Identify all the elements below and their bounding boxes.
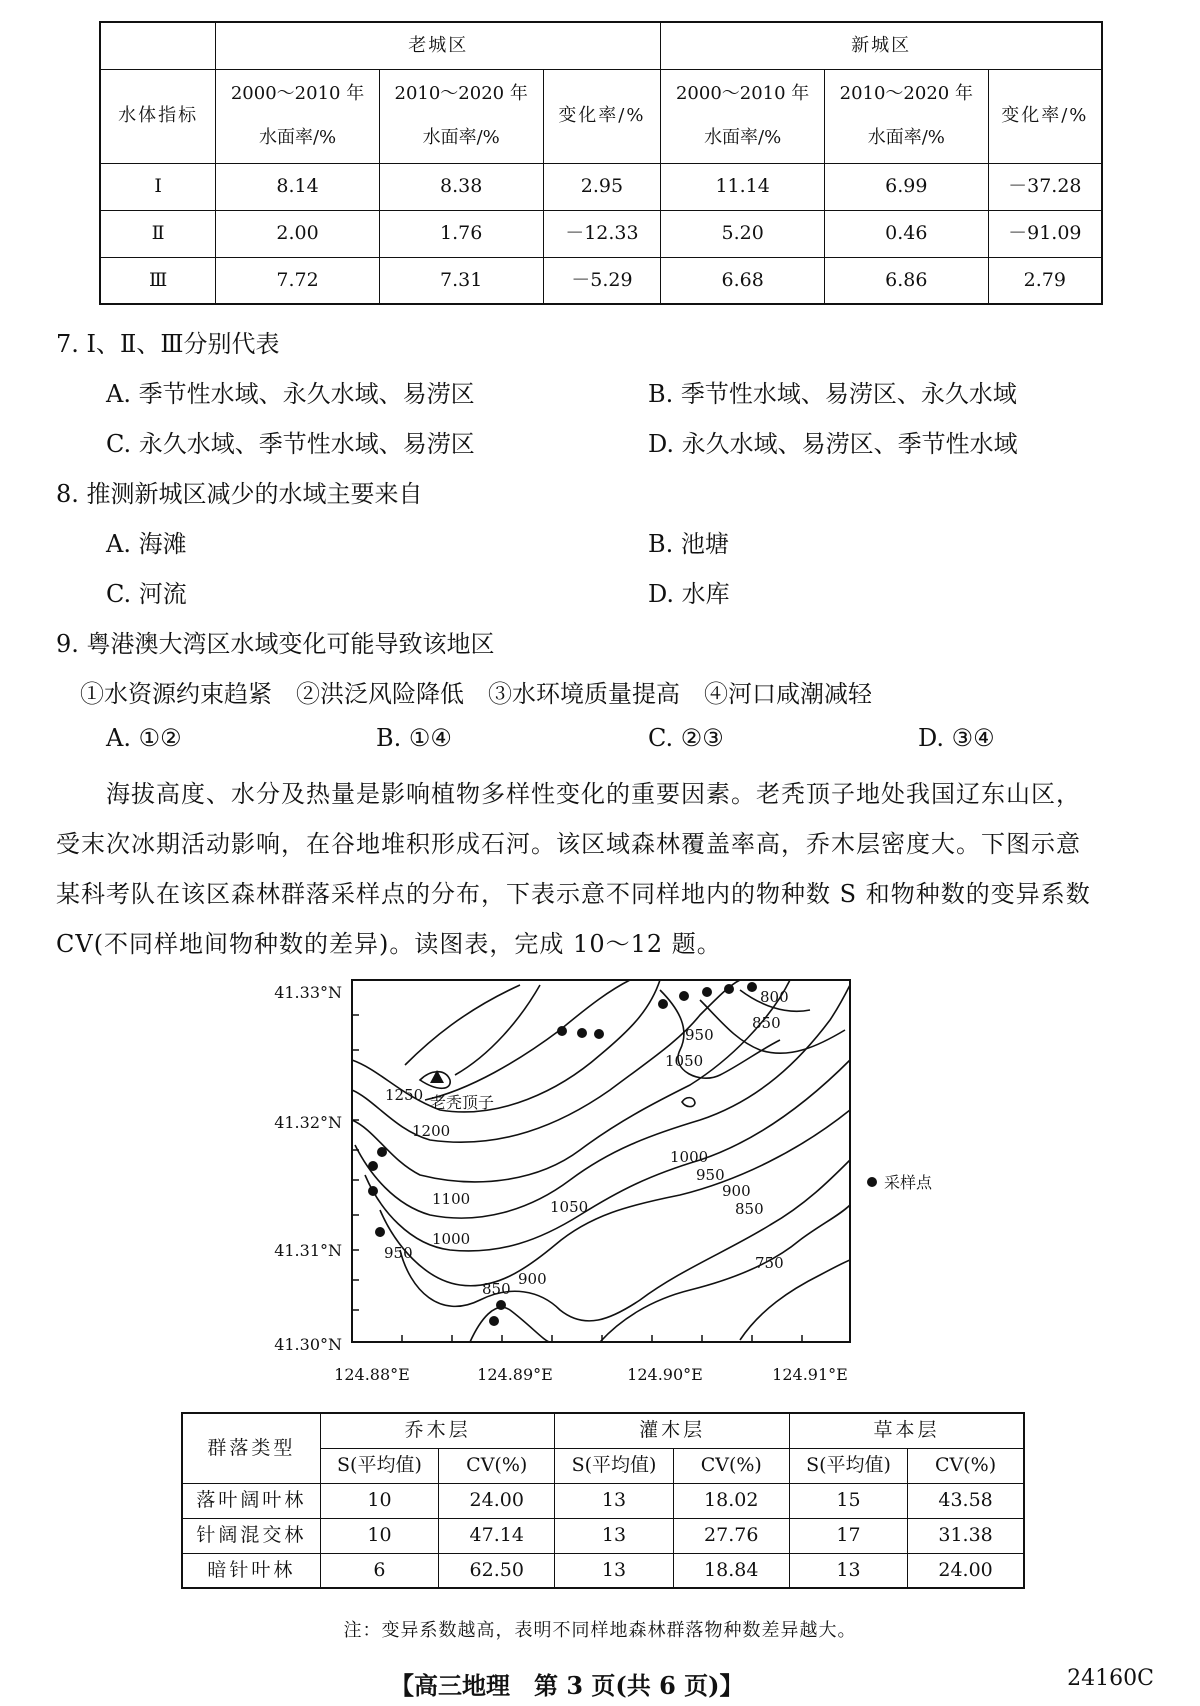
- table-row: [182, 1518, 1024, 1553]
- table-cell: 43.58: [908, 1483, 1024, 1518]
- row-label: 针阔混交林: [182, 1518, 320, 1553]
- table-cell: －37.28: [988, 163, 1102, 210]
- contour-label: 850: [752, 1014, 781, 1032]
- q7-option-d[interactable]: D. 永久水域、易涝区、季节性水域: [648, 430, 1018, 458]
- contour-label: 950: [384, 1244, 413, 1262]
- row-label: Ⅲ: [100, 257, 216, 304]
- table-cell: 7.72: [216, 257, 380, 304]
- table2-s-header: S(平均值): [789, 1448, 907, 1483]
- table-cell: －5.29: [543, 257, 661, 304]
- lon-label: 124.90°E: [627, 1365, 703, 1384]
- contour-label: 950: [696, 1166, 725, 1184]
- contour-label: 950: [685, 1026, 714, 1044]
- row-label: Ⅱ: [100, 210, 216, 257]
- legend-label: 采样点: [884, 1173, 933, 1192]
- table1-col-old-2000: 2000～2010 年 水面率/%: [216, 69, 380, 163]
- contour-label: 1250: [385, 1086, 424, 1104]
- table-cell: 10: [320, 1483, 438, 1518]
- q9-option-b[interactable]: B. ①④: [376, 724, 452, 752]
- q7-option-b[interactable]: B. 季节性水域、易涝区、永久水域: [648, 380, 1017, 408]
- table-cell: 5.20: [661, 210, 825, 257]
- table-cell: 18.02: [673, 1483, 789, 1518]
- contour-label: 1100: [432, 1190, 471, 1208]
- lat-label: 41.32°N: [274, 1113, 342, 1132]
- table-cell: 24.00: [908, 1553, 1024, 1588]
- table-cell: 0.46: [824, 210, 988, 257]
- table-cell: 13: [789, 1553, 907, 1588]
- contour-label: 1050: [550, 1198, 589, 1216]
- q8-option-b[interactable]: B. 池塘: [648, 530, 729, 558]
- table-cell: 13: [555, 1553, 673, 1588]
- q8-option-d[interactable]: D. 水库: [648, 580, 730, 608]
- table1-col-new-change: 变化率/%: [988, 69, 1102, 163]
- contour-label: 800: [760, 988, 789, 1006]
- table-cell: 10: [320, 1518, 438, 1553]
- passage-line-1: 海拔高度、水分及热量是影响植物多样性变化的重要因素。老秃顶子地处我国辽东山区，: [56, 780, 1081, 808]
- lon-label: 124.88°E: [334, 1365, 410, 1384]
- table-cell: 47.14: [439, 1518, 555, 1553]
- table-row: [100, 163, 1102, 210]
- contour-map: [250, 972, 950, 1392]
- contour-label: 850: [482, 1280, 511, 1298]
- table-cell: －91.09: [988, 210, 1102, 257]
- table1-col-new-2010: 2010～2020 年 水面率/%: [824, 69, 988, 163]
- table2-s-header: S(平均值): [320, 1448, 438, 1483]
- q9-option-d[interactable]: D. ③④: [918, 724, 995, 752]
- table2-cv-header: CV(%): [439, 1448, 555, 1483]
- table-cell: 8.14: [216, 163, 380, 210]
- lat-label: 41.31°N: [274, 1241, 342, 1260]
- table-cell: 2.00: [216, 210, 380, 257]
- table-note: 注：变异系数越高，表明不同样地森林群落物种数差异越大。: [343, 1620, 857, 1641]
- table2-type-header: 群落类型: [182, 1413, 320, 1483]
- table1-col-old-2010: 2010～2020 年 水面率/%: [379, 69, 543, 163]
- table-cell: 2.79: [988, 257, 1102, 304]
- table1-row-header: 水体指标: [100, 69, 216, 163]
- lat-label: 41.33°N: [274, 983, 342, 1002]
- table2-layer-shrub: 灌木层: [555, 1413, 790, 1448]
- table2-layer-herb: 草本层: [789, 1413, 1024, 1448]
- contour-label: 850: [735, 1200, 764, 1218]
- table-cell: 6.68: [661, 257, 825, 304]
- contour-label: 900: [518, 1270, 547, 1288]
- table-cell: 15: [789, 1483, 907, 1518]
- map-ticks: [352, 1015, 802, 1342]
- q8-option-a[interactable]: A. 海滩: [106, 530, 187, 558]
- table-row: [100, 210, 1102, 257]
- q8-stem: 8. 推测新城区减少的水域主要来自: [56, 480, 423, 508]
- table1-group-new: 新城区: [661, 22, 1102, 69]
- contour-label: 1050: [665, 1052, 704, 1070]
- table-cell: 11.14: [661, 163, 825, 210]
- table1-corner: [100, 22, 216, 69]
- passage-line-3: 某科考队在该区森林群落采样点的分布，下表示意不同样地内的物种数 S 和物种数的变异系数: [56, 880, 1091, 908]
- row-label: 暗针叶林: [182, 1553, 320, 1588]
- q9-items: ①水资源约束趋紧 ②洪泛风险降低 ③水环境质量提高 ④河口咸潮减轻: [80, 680, 872, 708]
- lat-label: 41.30°N: [274, 1335, 342, 1354]
- legend-dot-icon: [867, 1177, 877, 1187]
- table-row: [182, 1483, 1024, 1518]
- table-cell: 31.38: [908, 1518, 1024, 1553]
- table-cell: 6: [320, 1553, 438, 1588]
- lon-label: 124.91°E: [772, 1365, 848, 1384]
- page-footer: 【高三地理 第 3 页(共 6 页)】: [390, 1671, 744, 1700]
- table-cell: 2.95: [543, 163, 661, 210]
- contour-label: 900: [722, 1182, 751, 1200]
- table-cell: 13: [555, 1483, 673, 1518]
- table-row: [182, 1553, 1024, 1588]
- q9-option-c[interactable]: C. ②③: [648, 724, 724, 752]
- table-cell: 8.38: [379, 163, 543, 210]
- q7-stem: 7. Ⅰ、Ⅱ、Ⅲ分别代表: [56, 330, 280, 358]
- table-cell: 27.76: [673, 1518, 789, 1553]
- table2-layer-tree: 乔木层: [320, 1413, 555, 1448]
- table1-col-new-2000: 2000～2010 年 水面率/%: [661, 69, 825, 163]
- lon-label: 124.89°E: [477, 1365, 553, 1384]
- contour-label: 1200: [412, 1122, 451, 1140]
- table-cell: －12.33: [543, 210, 661, 257]
- q7-option-c[interactable]: C. 永久水域、季节性水域、易涝区: [106, 430, 475, 458]
- q8-option-c[interactable]: C. 河流: [106, 580, 187, 608]
- table-cell: 17: [789, 1518, 907, 1553]
- peak-label: 老秃顶子: [430, 1093, 495, 1112]
- q9-stem: 9. 粤港澳大湾区水域变化可能导致该地区: [56, 630, 495, 658]
- table-cell: 13: [555, 1518, 673, 1553]
- q9-option-a[interactable]: A. ①②: [106, 724, 182, 752]
- contour-label: 1000: [670, 1148, 709, 1166]
- q7-option-a[interactable]: A. 季节性水域、永久水域、易涝区: [106, 380, 475, 408]
- table-row: [100, 257, 1102, 304]
- passage-line-4: CV(不同样地间物种数的差异)。读图表，完成 10～12 题。: [56, 930, 722, 958]
- table-cell: 62.50: [439, 1553, 555, 1588]
- passage-line-2: 受末次冰期活动影响，在谷地堆积形成石河。该区域森林覆盖率高，乔木层密度大。下图示意: [56, 830, 1081, 858]
- row-label: 落叶阔叶林: [182, 1483, 320, 1518]
- table-cell: 1.76: [379, 210, 543, 257]
- water-index-table: [99, 21, 1103, 305]
- row-label: Ⅰ: [100, 163, 216, 210]
- contour-label: 750: [755, 1254, 784, 1272]
- species-table: [181, 1412, 1025, 1589]
- table-cell: 6.86: [824, 257, 988, 304]
- contour-label: 1000: [432, 1230, 471, 1248]
- table2-cv-header: CV(%): [673, 1448, 789, 1483]
- table-cell: 7.31: [379, 257, 543, 304]
- exam-code: 24160C: [1067, 1666, 1154, 1691]
- table-cell: 24.00: [439, 1483, 555, 1518]
- table1-group-old: 老城区: [216, 22, 661, 69]
- table1-col-old-change: 变化率/%: [543, 69, 661, 163]
- table2-cv-header: CV(%): [908, 1448, 1024, 1483]
- table2-s-header: S(平均值): [555, 1448, 673, 1483]
- table-cell: 6.99: [824, 163, 988, 210]
- table-cell: 18.84: [673, 1553, 789, 1588]
